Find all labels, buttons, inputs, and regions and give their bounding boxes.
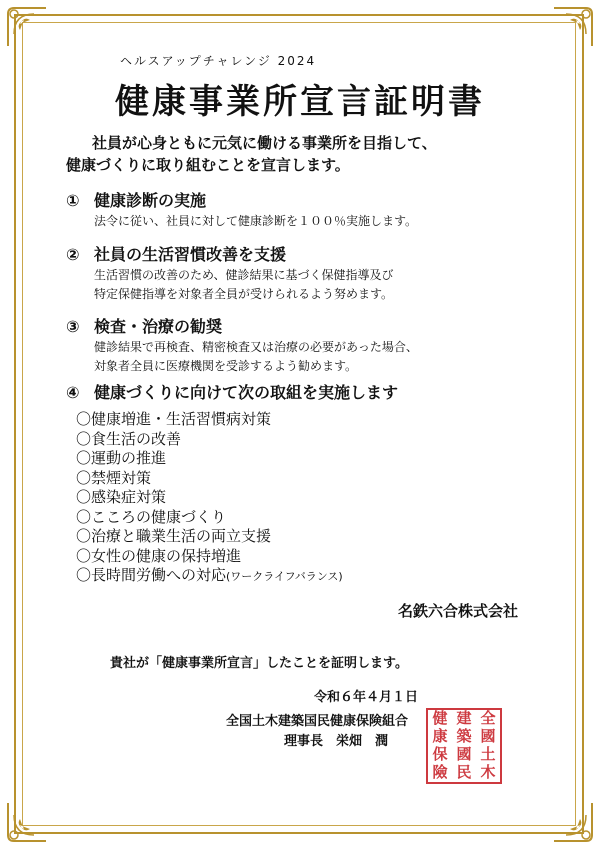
section-heading [66,244,546,266]
list-item: 〇運動の推進 [76,449,167,467]
corner-ornament-icon [4,799,50,845]
subtitle: ヘルスアップチャレンジ 2024 [120,54,317,68]
intro-statement [66,132,536,176]
seal-char: 國 [480,727,496,745]
list-item: 〇食生活の改善 [76,429,182,448]
issuer-signatory [226,732,408,752]
section-heading [66,382,546,404]
seal-char: 健 [432,709,448,727]
section-heading [66,190,546,212]
corner-ornament-icon [4,4,50,50]
section-text: 特定保健指導を対象者全員が受けられるよう努めます。 [94,287,394,301]
intro-line: 健康づくりに取り組むことを宣言します。 [66,156,350,174]
page-title: 健康事業所宣言証明書 [115,82,485,122]
section-text: 対象者全員に医療機関を受診するよう勧めます。 [94,359,358,373]
seal-char: 民 [456,763,472,781]
section-text: 法令に従い、社員に対して健康診断を１００％実施します。 [94,214,418,228]
issue-date: 令和６年４月１日 [314,690,419,705]
section-number: ② [66,245,80,264]
seal-char: 保 [432,745,448,763]
section-4 [66,382,546,404]
seal-char: 土 [480,745,496,763]
seal-char: 國 [456,745,472,763]
list-item-note: (ワークライフバランス) [226,570,343,583]
section-number: ④ [66,383,80,402]
section-body [66,338,546,376]
official-seal-stamp [426,708,502,784]
section-title: 健康診断の実施 [94,191,207,210]
corner-ornament-icon [550,4,596,50]
initiative-list [76,410,343,587]
section-2 [66,244,546,304]
section-1 [66,190,546,231]
list-item-text: 〇長時間労働への対応 [76,566,227,584]
list-item: 〇女性の健康の保持増進 [76,546,242,565]
list-item: 〇健康増進・生活習慣病対策 [76,410,272,428]
issuer-organization: 全国土木建築国民健康保険組合 [226,714,409,729]
certification-statement: 貴社が「健康事業所宣言」したことを証明します。 [110,656,408,671]
list-item: 〇治療と職業生活の両立支援 [76,527,272,545]
section-number: ① [66,191,80,210]
section-3 [66,316,546,376]
list-item [76,566,343,587]
list-item: 〇感染症対策 [76,488,167,506]
section-heading [66,316,546,338]
section-number: ③ [66,317,80,336]
issuer-block [226,712,408,752]
section-text: 健診結果で再検査、精密検査又は治療の必要があった場合、 [94,340,418,354]
section-title: 検査・治療の勧奨 [94,317,223,336]
seal-char: 築 [456,727,472,745]
list-item: 〇こころの健康づくり [76,507,227,526]
company-name: 名鉄六合株式会社 [397,602,518,620]
intro-line: 社員が心身ともに元気に働ける事業所を目指して、 [92,134,437,152]
seal-char: 木 [480,763,496,781]
seal-char: 險 [432,763,448,781]
list-item: 〇禁煙対策 [76,468,152,487]
section-title: 健康づくりに向けて次の取組を実施します [94,383,399,402]
section-title: 社員の生活習慣改善を支援 [94,245,287,264]
issuer-name: 栄畑 潤 [336,734,389,749]
issuer-title: 理事長 [284,734,324,749]
section-text: 生活習慣の改善のため、健診結果に基づく保健指導及び [94,268,394,282]
seal-char: 建 [456,709,472,727]
section-body [66,212,546,231]
section-body [66,266,546,304]
corner-ornament-icon [550,799,596,845]
seal-char: 全 [480,709,496,727]
seal-char: 康 [432,727,448,745]
